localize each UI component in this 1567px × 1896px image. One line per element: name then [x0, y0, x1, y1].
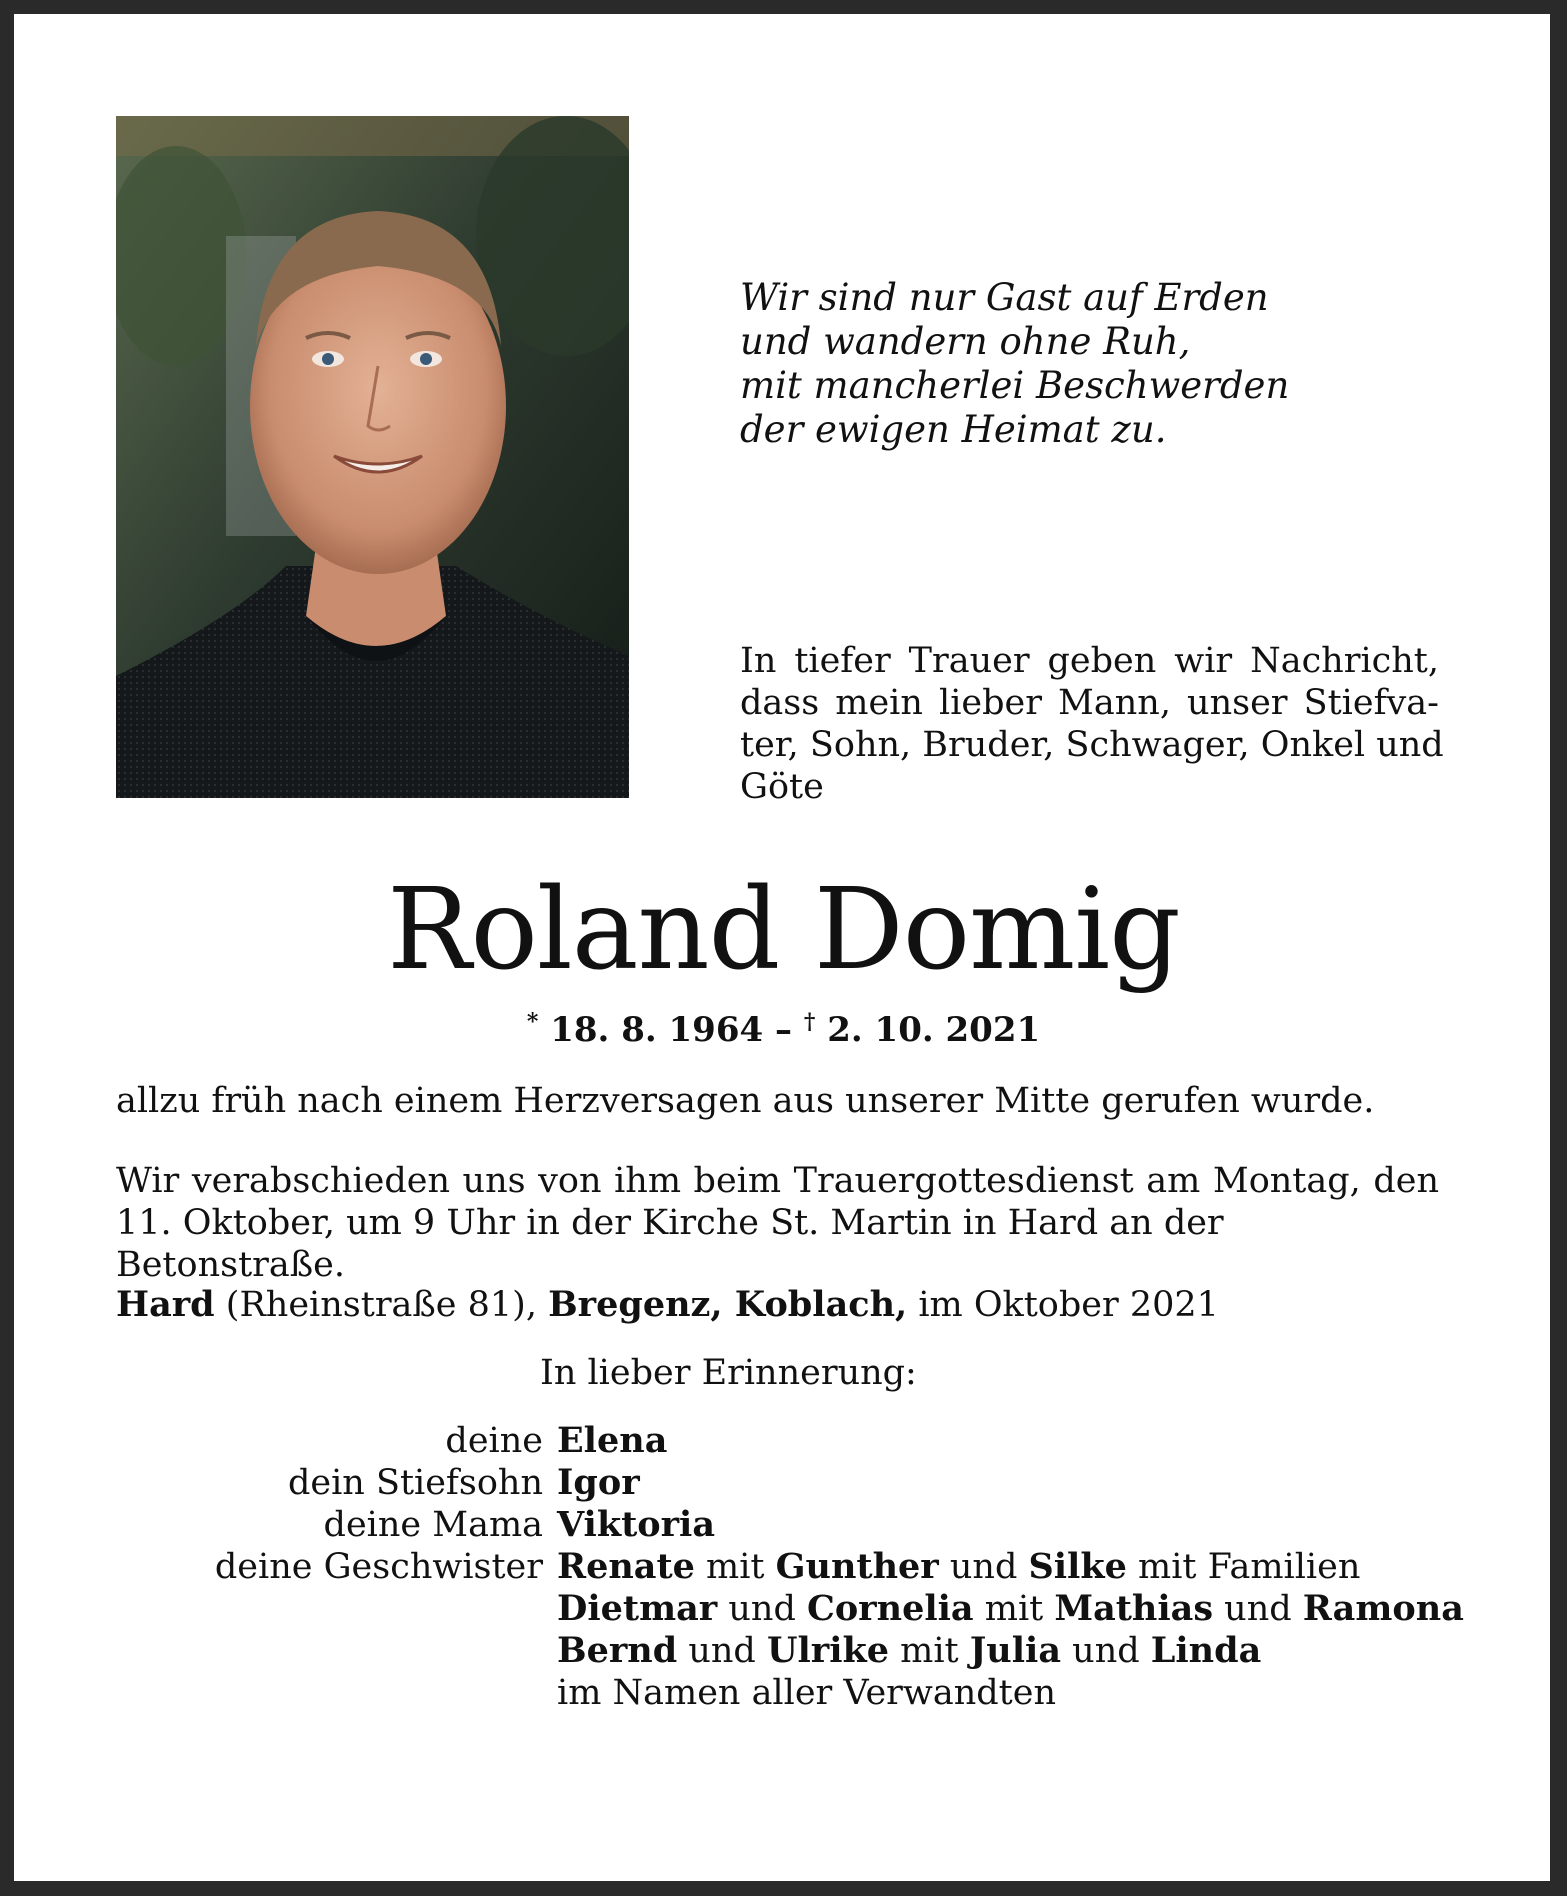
connector: mit Familien	[1126, 1547, 1361, 1587]
poem-line: Wir sind nur Gast auf Erden	[740, 276, 1269, 319]
place-date: im Oktober 2021	[907, 1285, 1219, 1325]
paragraph-2	[116, 1160, 1439, 1286]
relation-label: deine	[445, 1421, 543, 1461]
life-dates	[0, 1000, 1567, 1052]
relation-label: deine Geschwister	[214, 1547, 543, 1587]
connector: mit	[889, 1631, 970, 1671]
connector: mit	[973, 1589, 1055, 1629]
connector: und	[1213, 1589, 1303, 1629]
connector: und	[677, 1631, 767, 1671]
portrait-image	[116, 116, 629, 798]
relative-row	[0, 1462, 1567, 1504]
place-address: (Rheinstraße 81),	[214, 1285, 549, 1325]
intro-line: dass mein lieber Mann, unser Stiefva-	[740, 683, 1439, 723]
relative-name: Bernd	[557, 1630, 678, 1671]
place-hard: Hard	[116, 1284, 215, 1325]
poem-line: der ewigen Heimat zu.	[740, 408, 1167, 451]
poem-line: und wandern ohne Ruh,	[740, 320, 1191, 363]
poem	[740, 276, 1289, 452]
death-date: 2. 10. 2021	[827, 1010, 1041, 1050]
place-date-line	[116, 1284, 1439, 1326]
poem-line: mit mancherlei Beschwerden	[740, 364, 1290, 407]
relative-name: Julia	[969, 1630, 1062, 1671]
relative-row	[0, 1504, 1567, 1546]
place-koblach: Koblach,	[722, 1284, 908, 1325]
intro-line: ter, Sohn, Bruder, Schwager, Onkel und	[740, 725, 1444, 765]
relative-name: Ramona	[1302, 1588, 1464, 1629]
relative-row	[0, 1546, 1567, 1588]
paragraph-2-line: 11. Oktober, um 9 Uhr in der Kirche St. Martin in Hard an der Betonstraße.	[116, 1203, 1224, 1285]
portrait-photo	[116, 116, 629, 798]
relation-label: deine Mama	[323, 1505, 543, 1545]
intro-text	[740, 640, 1444, 808]
date-dash: –	[775, 1010, 792, 1050]
relative-name: Ulrike	[766, 1630, 890, 1671]
relative-row	[0, 1672, 1567, 1714]
paragraph-1: allzu früh nach einem Herzversagen aus unserer Mitte gerufen wurde.	[116, 1081, 1375, 1121]
closing-line: im Namen aller Verwandten	[557, 1673, 1056, 1713]
intro-line: Göte	[740, 767, 824, 807]
relative-row	[0, 1420, 1567, 1462]
relative-names	[557, 1588, 1464, 1630]
deceased-name: Roland Domig	[387, 865, 1180, 995]
intro-line: In tiefer Trauer geben wir Nachricht,	[740, 641, 1439, 681]
relation-label: dein Stiefsohn	[288, 1463, 543, 1503]
relative-name: Elena	[557, 1420, 668, 1461]
relative-name: Dietmar	[557, 1588, 718, 1629]
relatives-list	[0, 1420, 1567, 1714]
relative-name: Linda	[1150, 1630, 1262, 1671]
relative-name: Cornelia	[806, 1588, 974, 1629]
relative-name: Igor	[557, 1462, 640, 1503]
relative-names	[557, 1546, 1360, 1588]
death-symbol: †	[803, 1009, 816, 1035]
place-bregenz: Bregenz,	[548, 1284, 723, 1325]
relative-row	[0, 1630, 1567, 1672]
relative-name: Renate	[557, 1546, 695, 1587]
connector: und	[938, 1547, 1029, 1587]
relative-name: Mathias	[1054, 1588, 1214, 1629]
relative-names	[557, 1630, 1261, 1672]
connector: und	[717, 1589, 807, 1629]
birth-symbol: *	[526, 1009, 539, 1035]
memory-heading: In lieber Erinnerung:	[540, 1353, 917, 1393]
relative-name: Silke	[1028, 1546, 1127, 1587]
paragraph-2-line: Wir verabschieden uns von ihm beim Trauergottesdienst am Montag, den	[116, 1161, 1439, 1201]
connector: mit	[694, 1547, 776, 1587]
relative-row	[0, 1588, 1567, 1630]
relative-name: Viktoria	[557, 1504, 716, 1545]
relative-name: Gunther	[775, 1546, 939, 1587]
connector: und	[1061, 1631, 1151, 1671]
birth-date: 18. 8. 1964	[550, 1010, 764, 1050]
